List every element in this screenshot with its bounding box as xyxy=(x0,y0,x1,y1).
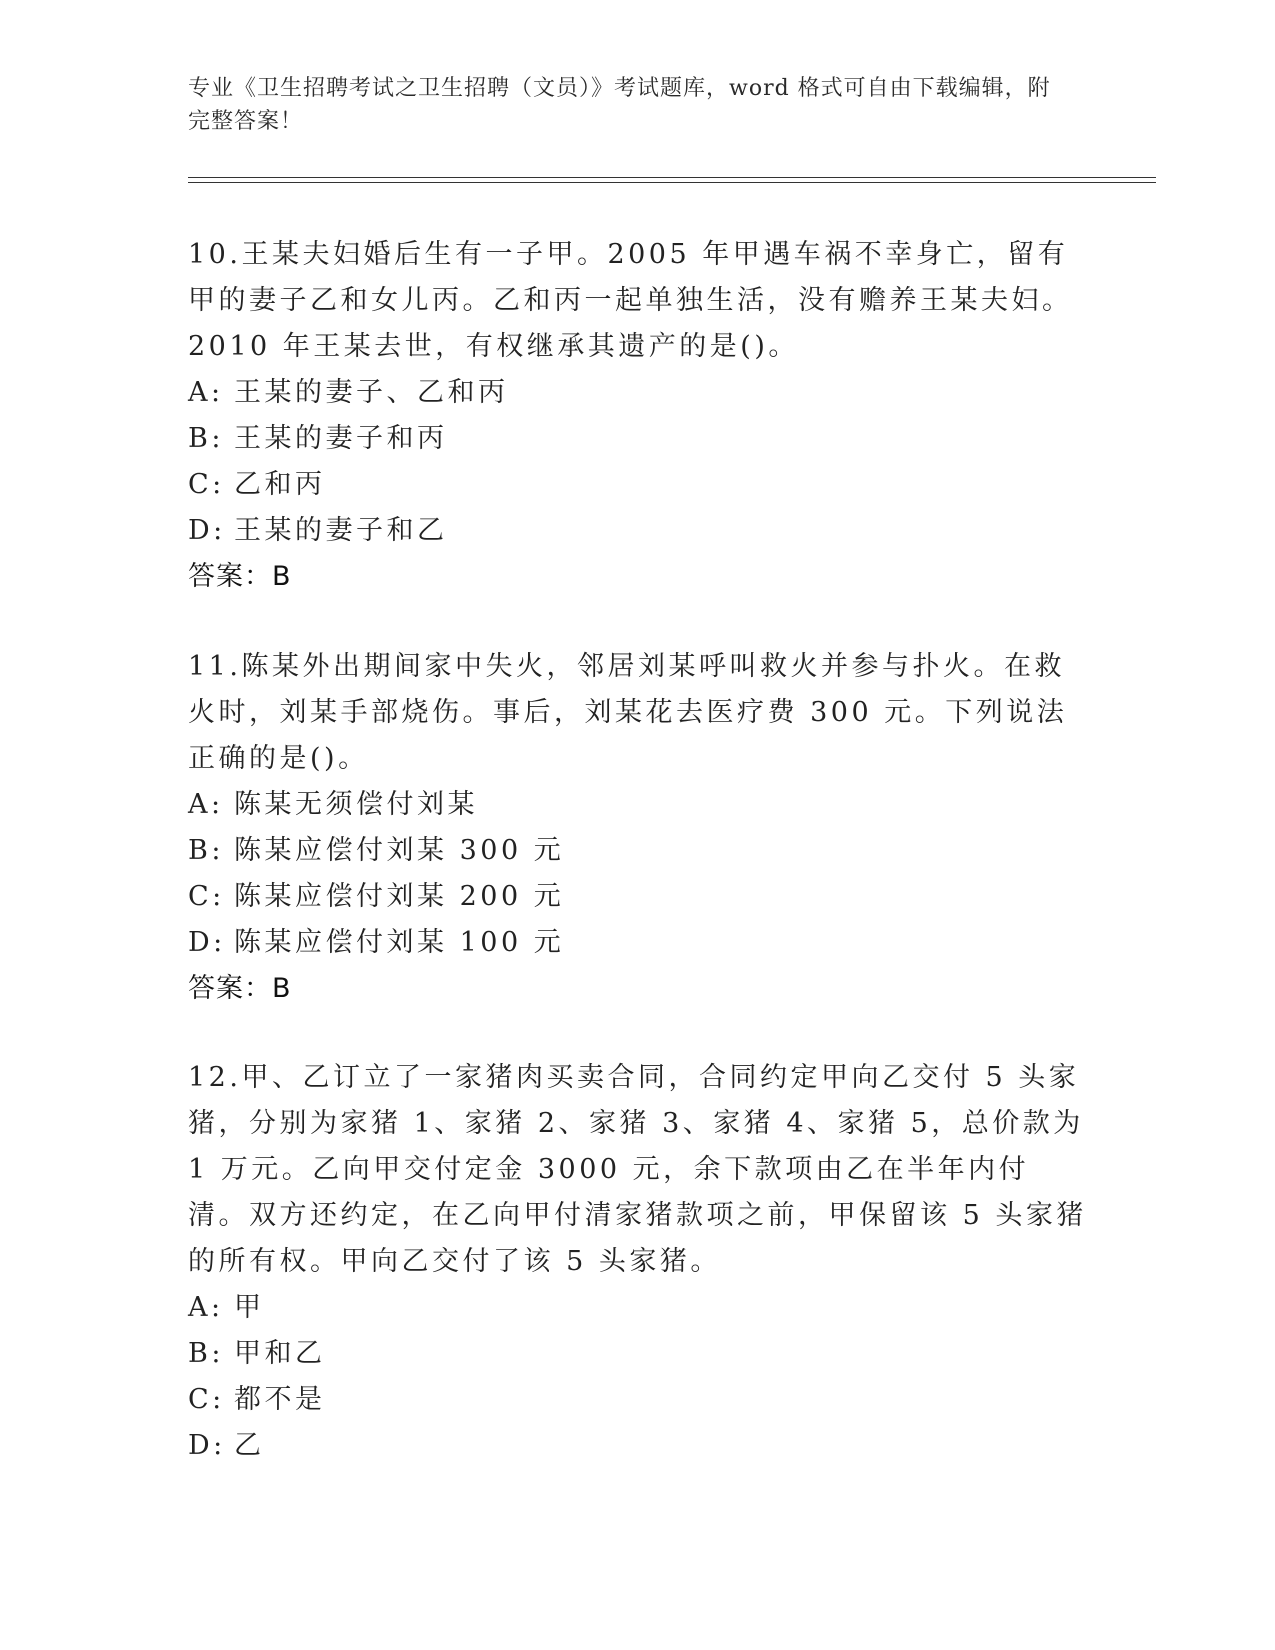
option-text: 王某的妻子、乙和丙 xyxy=(234,377,509,408)
question-stem: 12.甲、乙订立了一家猪肉买卖合同，合同约定甲向乙交付 5 头家猪，分别为家猪 1、家猪 2、家猪 3、家猪 4、家猪 5，总价款为 1 万元。乙向甲交付定金 3000 元，余下款项由乙在半年内付清。双方还约定，在乙向甲付清家猪款项之前，甲保留该 5 头家猪的所有权。甲向乙交付了该 5 头家猪。 xyxy=(188,1062,1087,1277)
option-key: A: xyxy=(188,789,224,820)
option-text: 乙 xyxy=(234,1430,265,1461)
option-a xyxy=(188,782,1088,828)
option-c xyxy=(188,462,1088,508)
header-divider-top xyxy=(188,177,1156,178)
option-text: 陈某应偿付刘某 300 元 xyxy=(234,835,565,866)
option-key: B: xyxy=(188,423,224,454)
header-divider-bottom xyxy=(188,182,1156,183)
option-c xyxy=(188,1377,1088,1423)
option-a xyxy=(188,1285,1088,1331)
option-key: B: xyxy=(188,1338,224,1369)
option-text: 王某的妻子和丙 xyxy=(234,423,448,454)
option-c xyxy=(188,874,1088,920)
option-d xyxy=(188,920,1088,966)
question-12 xyxy=(188,1055,1088,1469)
option-b xyxy=(188,1331,1088,1377)
option-b xyxy=(188,828,1088,874)
option-key: A: xyxy=(188,377,224,408)
option-key: A: xyxy=(188,1292,224,1323)
option-key: B: xyxy=(188,835,224,866)
option-key: D: xyxy=(188,515,226,546)
option-key: C: xyxy=(188,1384,225,1415)
option-key: D: xyxy=(188,927,226,958)
option-d xyxy=(188,508,1088,554)
option-text: 都不是 xyxy=(234,1384,326,1415)
document-header: 专业《卫生招聘考试之卫生招聘（文员）》考试题库，word 格式可自由下载编辑，附完整答案！ xyxy=(188,76,1051,134)
option-key: D: xyxy=(188,1430,226,1461)
answer-label: 答案：B xyxy=(188,561,292,592)
question-10 xyxy=(188,232,1088,600)
option-text: 陈某无须偿付刘某 xyxy=(234,789,478,820)
option-text: 陈某应偿付刘某 200 元 xyxy=(234,881,565,912)
option-a xyxy=(188,370,1088,416)
option-key: C: xyxy=(188,469,225,500)
option-text: 甲 xyxy=(234,1292,265,1323)
option-d xyxy=(188,1423,1088,1469)
option-text: 乙和丙 xyxy=(234,469,326,500)
option-text: 甲和乙 xyxy=(234,1338,326,1369)
option-key: C: xyxy=(188,881,225,912)
option-b xyxy=(188,416,1088,462)
question-11 xyxy=(188,644,1088,1012)
answer-label: 答案：B xyxy=(188,973,292,1004)
question-stem: 10.王某夫妇婚后生有一子甲。2005 年甲遇车祸不幸身亡，留有甲的妻子乙和女儿丙。乙和丙一起单独生活，没有赡养王某夫妇。2010 年王某去世，有权继承其遗产的是()。 xyxy=(188,239,1073,362)
option-text: 王某的妻子和乙 xyxy=(234,515,448,546)
question-stem: 11.陈某外出期间家中失火，邻居刘某呼叫救火并参与扑火。在救火时，刘某手部烧伤。事后，刘某花去医疗费 300 元。下列说法正确的是()。 xyxy=(188,651,1068,774)
option-text: 陈某应偿付刘某 100 元 xyxy=(234,927,565,958)
